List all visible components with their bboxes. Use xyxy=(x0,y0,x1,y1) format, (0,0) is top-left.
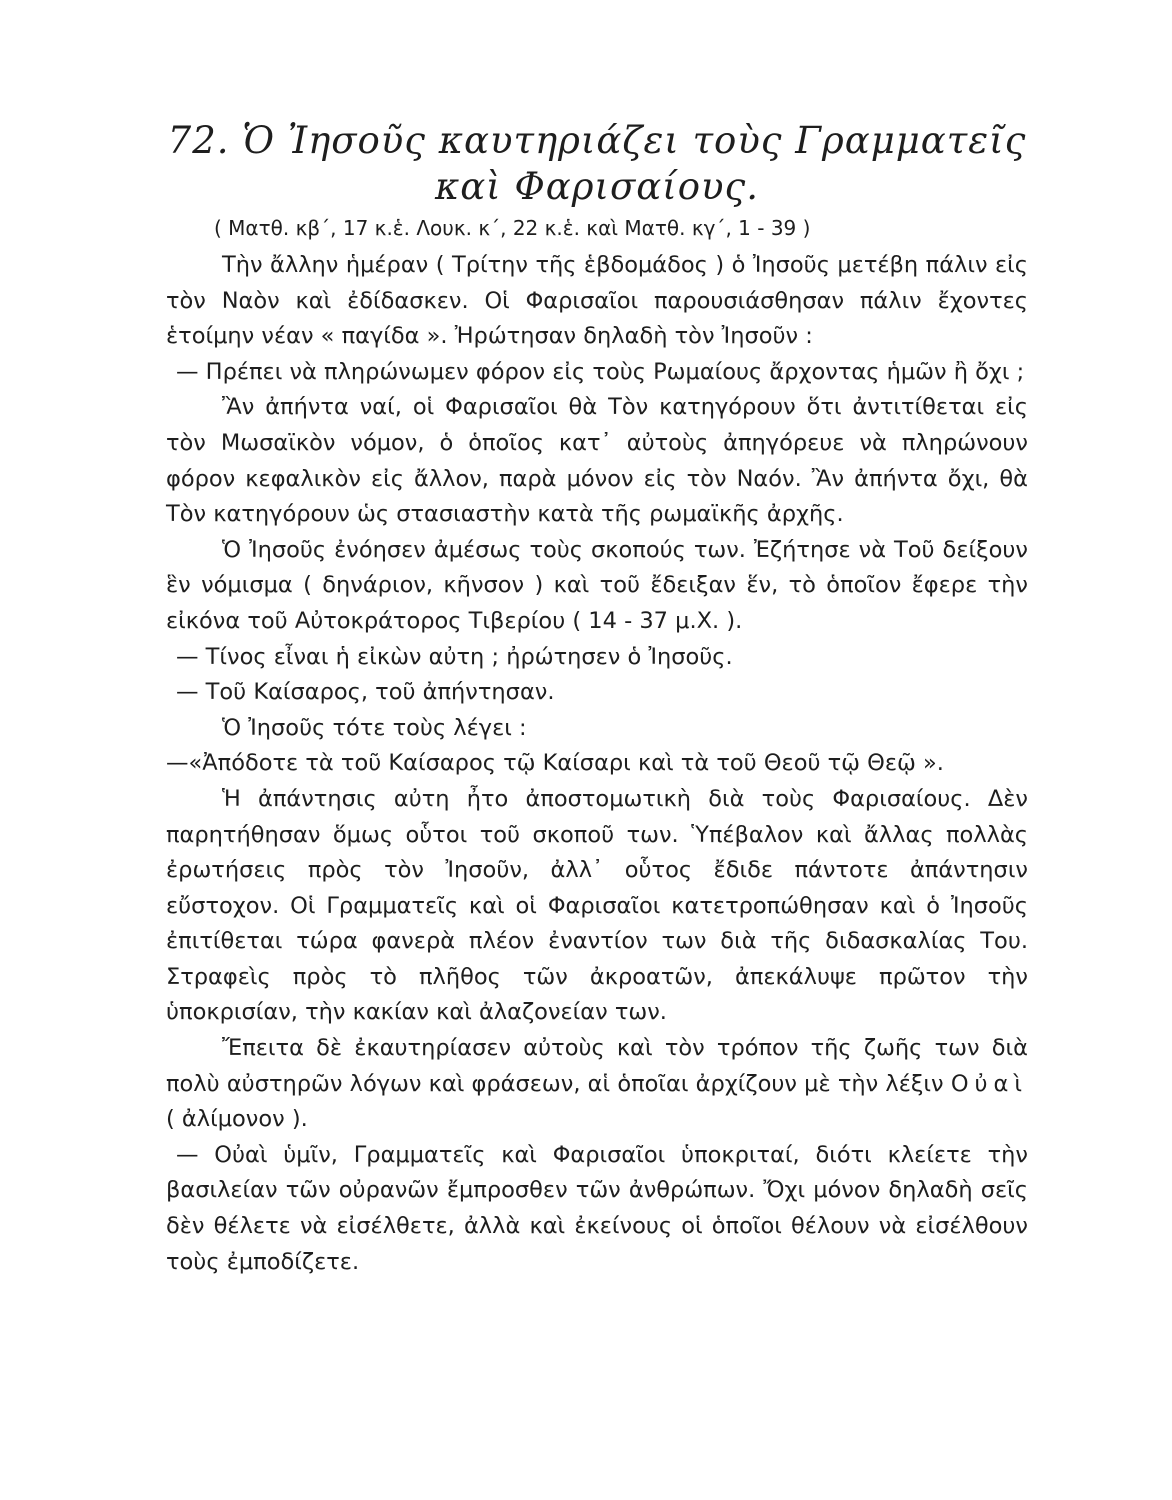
woe-intro-text: Ἔπειτα δὲ ἐκαυτηρίασεν αὐτοὺς καὶ τὸν τρόπον τῆς ζωῆς των διὰ πολὺ αὐστηρῶν λόγων καὶ φράσεων, αἱ ὁποῖαι ἀρχίζουν μὲ τὴν λέξιν xyxy=(166,1035,1028,1097)
book-page xyxy=(166,118,1028,1280)
woe-translation: ( ἀλίμονον ). xyxy=(166,1106,308,1133)
chapter-title-line-2: καὶ Φαρισαίους. xyxy=(434,165,760,208)
paragraph-woe-unto-you: — Οὐαὶ ὑμῖν, Γραμματεῖς καὶ Φαρισαῖοι ὑποκριταί, διότι κλείετε τὴν βασιλείαν τῶν οὐρανῶν ἔμπροσθεν τῶν ἀνθρώπων. Ὄχι μόνον δηλαδὴ σεῖς δὲν θέλετε νὰ εἰσέλθετε, ἀλλὰ καὶ ἐκείνους οἱ ὁποῖοι θέλουν νὰ εἰσέλθουν τοὺς ἐμποδίζετε. xyxy=(166,1141,1028,1275)
chapter-body xyxy=(166,248,1028,1280)
paragraph-silencing-answer: Ἡ ἀπάντησις αὐτη ἦτο ἀποστομωτικὴ διὰ τοὺς Φαρισαίους. Δὲν παρητήθησαν ὅμως οὗτοι τοῦ σκοποῦ των. Ὑπέβαλον καὶ ἄλλας πολλὰς ἐρωτήσεις πρὸς τὸν Ἰησοῦν, ἀλλ᾽ οὗτος ἔδιδε πάντοτε ἀπάντησιν εὔστοχον. Οἱ Γραμματεῖς καὶ οἱ Φαρισαῖοι κατετροπώθησαν καὶ ὁ Ἰησοῦς ἐπιτίθεται τώρα φανερὰ πλέον ἐναντίον των διὰ τῆς διδασκαλίας Του. Στραφεὶς πρὸς τὸ πλῆθος τῶν ἀκροατῶν, ἀπεκάλυψε πρῶτον τὴν ὑποκρισίαν, τὴν κακίαν καὶ ἀλαζονείαν των. xyxy=(166,785,1028,1026)
woe-word: Οὐαὶ xyxy=(950,1070,1028,1097)
chapter-title xyxy=(166,118,1028,210)
paragraph-question-tax: — Πρέπει νὰ πληρώνωμεν φόρον εἰς τοὺς Ρωμαίους ἄρχοντας ἡμῶν ἢ ὄχι ; xyxy=(176,358,1025,385)
paragraph-render-unto-caesar: —«Ἀπόδοτε τὰ τοῦ Καίσαρος τῷ Καίσαρι καὶ τὰ τοῦ Θεοῦ τῷ Θεῷ ». xyxy=(166,750,944,777)
paragraph-trap-explanation: Ἂν ἀπήντα ναί, οἱ Φαρισαῖοι θὰ Τὸν κατηγόρουν ὅτι ἀντιτίθεται εἰς τὸν Μωσαϊκὸν νόμον, ὁ ὁποῖος κατ᾽ αὐτοὺς ἀπηγόρευε νὰ πληρώνουν φόρον κεφαλικὸν εἰς ἄλλον, παρὰ μόνον εἰς τὸν Ναόν. Ἂν ἀπήντα ὄχι, θὰ Τὸν κατηγόρουν ὡς στασιαστὴν κατὰ τῆς ρωμαϊκῆς ἀρχῆς. xyxy=(166,394,1028,528)
paragraph-jesus-says: Ὁ Ἰησοῦς τότε τοὺς λέγει : xyxy=(222,714,527,741)
paragraph-whose-image: — Τίνος εἶναι ἡ εἰκὼν αὐτη ; ἠρώτησεν ὁ Ἰησοῦς. xyxy=(176,643,733,670)
paragraph-coin: Ὁ Ἰησοῦς ἐνόησεν ἀμέσως τοὺς σκοπούς των. Ἐζήτησε νὰ Τοῦ δείξουν ἓν νόμισμα ( δηνάριον, κῆνσον ) καὶ τοῦ ἔδειξαν ἕν, τὸ ὁποῖον ἔφερε τὴν εἰκόνα τοῦ Αὐτοκράτορος Τιβερίου ( 14 - 37 μ.Χ. ). xyxy=(166,536,1028,634)
chapter-title-line-1: 72. Ὁ Ἰησοῦς καυτηριάζει τοὺς Γραμματεῖς xyxy=(167,119,1027,162)
paragraph-woe-intro xyxy=(166,1031,1028,1138)
paragraph-intro: Τὴν ἄλλην ἡμέραν ( Τρίτην τῆς ἑβδομάδος ) ὁ Ἰησοῦς μετέβη πάλιν εἰς τὸν Ναὸν καὶ ἐδίδασκεν. Οἱ Φαρισαῖοι παρουσιάσθησαν πάλιν ἔχοντες ἑτοίμην νέαν « παγίδα ». Ἠρώτησαν δηλαδὴ τὸν Ἰησοῦν : xyxy=(166,252,1028,350)
paragraph-caesars: — Τοῦ Καίσαρος, τοῦ ἀπήντησαν. xyxy=(176,679,555,706)
scripture-reference: ( Ματθ. κβ΄, 17 κ.ἑ. Λουκ. κ΄, 22 κ.ἑ. καὶ Ματθ. κγ΄, 1 - 39 ) xyxy=(214,216,811,240)
